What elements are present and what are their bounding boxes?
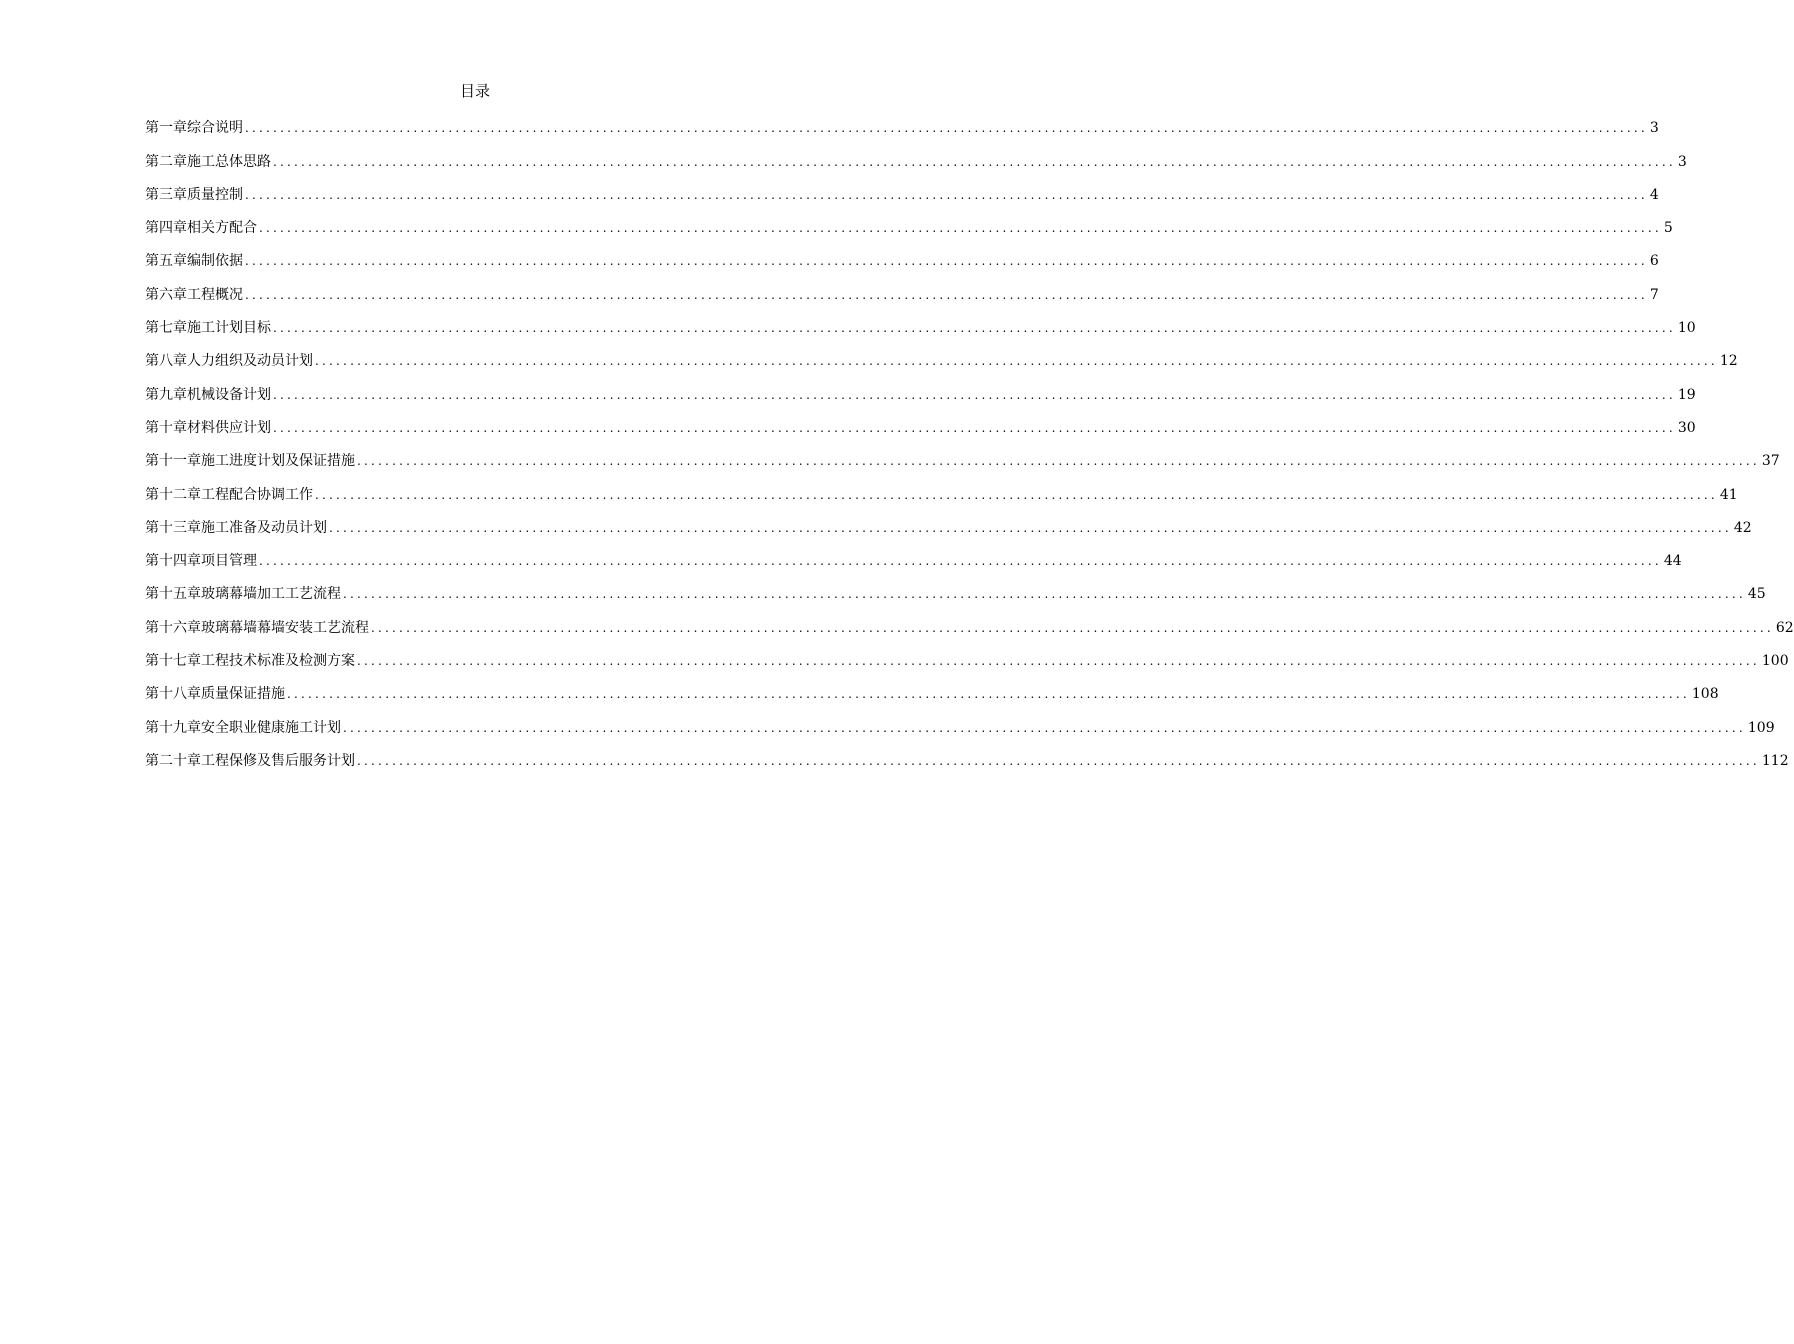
toc-entry-chapter: 第十四章	[145, 553, 201, 570]
toc-entry-chapter: 第十六章	[145, 619, 201, 636]
toc-entry-page-number: 62	[1775, 619, 1794, 636]
toc-entry-label: 工程保修及售后服务计划	[201, 752, 355, 769]
toc-entry[interactable]	[145, 272, 1659, 305]
toc-entry[interactable]	[145, 506, 1752, 539]
toc-entry[interactable]	[145, 372, 1696, 405]
toc-entry[interactable]	[145, 472, 1738, 505]
toc-dot-leader: ........................................................................................................................................................................................................	[343, 720, 1746, 735]
toc-entry-label: 质量控制	[187, 186, 243, 203]
toc-dot-leader: ........................................................................................................................................................................................................	[371, 620, 1774, 635]
toc-entry-page-number: 3	[1677, 153, 1687, 170]
toc-entry-label: 相关方配合	[187, 220, 257, 237]
toc-entry[interactable]	[145, 306, 1696, 339]
toc-entry[interactable]	[145, 605, 1794, 638]
toc-entry-page-number: 4	[1649, 186, 1659, 203]
toc-entry-chapter: 第四章	[145, 220, 187, 237]
toc-entry-label: 工程技术标准及检测方案	[201, 653, 355, 670]
toc-entry-page-number: 12	[1719, 353, 1738, 370]
toc-entry-label: 人力组织及动员计划	[187, 353, 313, 370]
toc-entry[interactable]	[145, 639, 1789, 672]
toc-entry-page-number: 5	[1663, 220, 1673, 237]
toc-entry-chapter: 第一章	[145, 120, 187, 137]
toc-entry-label: 机械设备计划	[187, 386, 271, 403]
toc-entry-page-number: 41	[1719, 486, 1738, 503]
toc-entry-chapter: 第八章	[145, 353, 187, 370]
toc-entry[interactable]	[145, 106, 1659, 139]
toc-entry-page-number: 6	[1649, 253, 1659, 270]
toc-entry-chapter: 第三章	[145, 186, 187, 203]
toc-entry-chapter: 第十一章	[145, 453, 201, 470]
toc-dot-leader: ........................................................................................................................................................................................................	[357, 454, 1760, 469]
toc-dot-leader: ........................................................................................................................................................................................................	[287, 687, 1690, 702]
toc-entry[interactable]	[145, 339, 1738, 372]
toc-entry-page-number: 37	[1761, 453, 1780, 470]
toc-dot-leader: ........................................................................................................................................................................................................	[245, 121, 1648, 136]
toc-entry-chapter: 第十五章	[145, 586, 201, 603]
toc-entry[interactable]	[145, 239, 1659, 272]
toc-entry-page-number: 30	[1677, 419, 1696, 436]
toc-entry-page-number: 109	[1747, 719, 1775, 736]
toc-entry-chapter: 第七章	[145, 320, 187, 337]
toc-title: 目录	[459, 82, 490, 100]
toc-entry-page-number: 108	[1691, 686, 1719, 703]
toc-dot-leader: ........................................................................................................................................................................................................	[245, 187, 1648, 202]
toc-entry-page-number: 19	[1677, 386, 1696, 403]
toc-entry-chapter: 第十八章	[145, 686, 201, 703]
toc-entry-page-number: 100	[1761, 653, 1789, 670]
toc-entry[interactable]	[145, 672, 1719, 705]
toc-dot-leader: ........................................................................................................................................................................................................	[343, 587, 1746, 602]
toc-entry[interactable]	[145, 739, 1789, 772]
toc-dot-leader: ........................................................................................................................................................................................................	[273, 154, 1676, 169]
toc-dot-leader: ........................................................................................................................................................................................................	[357, 654, 1760, 669]
toc-entry[interactable]	[145, 206, 1673, 239]
toc-dot-leader: ........................................................................................................................................................................................................	[329, 520, 1732, 535]
toc-entry-label: 施工进度计划及保证措施	[201, 453, 355, 470]
toc-dot-leader: ........................................................................................................................................................................................................	[273, 387, 1676, 402]
toc-entry-label: 玻璃幕墙幕墙安装工艺流程	[201, 619, 369, 636]
toc-dot-leader: ........................................................................................................................................................................................................	[273, 321, 1676, 336]
toc-entry-label: 材料供应计划	[187, 419, 271, 436]
toc-entry-chapter: 第九章	[145, 386, 187, 403]
toc-entry-chapter: 第五章	[145, 253, 187, 270]
toc-entry-chapter: 第十二章	[145, 486, 201, 503]
toc-entry-page-number: 7	[1649, 286, 1659, 303]
toc-entry-label: 施工总体思路	[187, 153, 271, 170]
toc-entry-label: 施工准备及动员计划	[201, 519, 327, 536]
toc-dot-leader: ........................................................................................................................................................................................................	[245, 254, 1648, 269]
toc-entry-chapter: 第二章	[145, 153, 187, 170]
toc-dot-leader: ........................................................................................................................................................................................................	[273, 420, 1676, 435]
toc-dot-leader: ........................................................................................................................................................................................................	[315, 354, 1718, 369]
toc-entry-label: 项目管理	[201, 553, 257, 570]
toc-entry-page-number: 112	[1761, 752, 1789, 769]
toc-entry-chapter: 第十章	[145, 419, 187, 436]
toc-entry-chapter: 第十九章	[145, 719, 201, 736]
toc-entry-page-number: 42	[1733, 519, 1752, 536]
toc-dot-leader: ........................................................................................................................................................................................................	[259, 554, 1662, 569]
toc-entry[interactable]	[145, 572, 1766, 605]
toc-entry[interactable]	[145, 139, 1687, 172]
toc-dot-leader: ........................................................................................................................................................................................................	[245, 287, 1648, 302]
toc-dot-leader: ........................................................................................................................................................................................................	[357, 753, 1760, 768]
toc-entry-chapter: 第十七章	[145, 653, 201, 670]
toc-entry-label: 编制依据	[187, 253, 243, 270]
toc-entry-chapter: 第十三章	[145, 519, 201, 536]
toc-entry-label: 工程配合协调工作	[201, 486, 313, 503]
toc-list	[145, 106, 1794, 772]
toc-entry[interactable]	[145, 539, 1682, 572]
toc-entry-chapter: 第二十章	[145, 752, 201, 769]
toc-entry-page-number: 3	[1649, 120, 1659, 137]
toc-entry[interactable]	[145, 406, 1696, 439]
toc-dot-leader: ........................................................................................................................................................................................................	[259, 221, 1662, 236]
toc-entry[interactable]	[145, 705, 1775, 738]
toc-entry-label: 玻璃幕墙加工工艺流程	[201, 586, 341, 603]
toc-entry-page-number: 44	[1663, 553, 1682, 570]
toc-entry-page-number: 45	[1747, 586, 1766, 603]
toc-dot-leader: ........................................................................................................................................................................................................	[315, 487, 1718, 502]
toc-entry-page-number: 10	[1677, 320, 1696, 337]
toc-entry-chapter: 第六章	[145, 286, 187, 303]
toc-entry[interactable]	[145, 439, 1780, 472]
toc-entry-label: 施工计划目标	[187, 320, 271, 337]
toc-entry-label: 工程概况	[187, 286, 243, 303]
toc-entry-label: 质量保证措施	[201, 686, 285, 703]
toc-entry[interactable]	[145, 173, 1659, 206]
toc-entry-label: 安全职业健康施工计划	[201, 719, 341, 736]
toc-entry-label: 综合说明	[187, 120, 243, 137]
